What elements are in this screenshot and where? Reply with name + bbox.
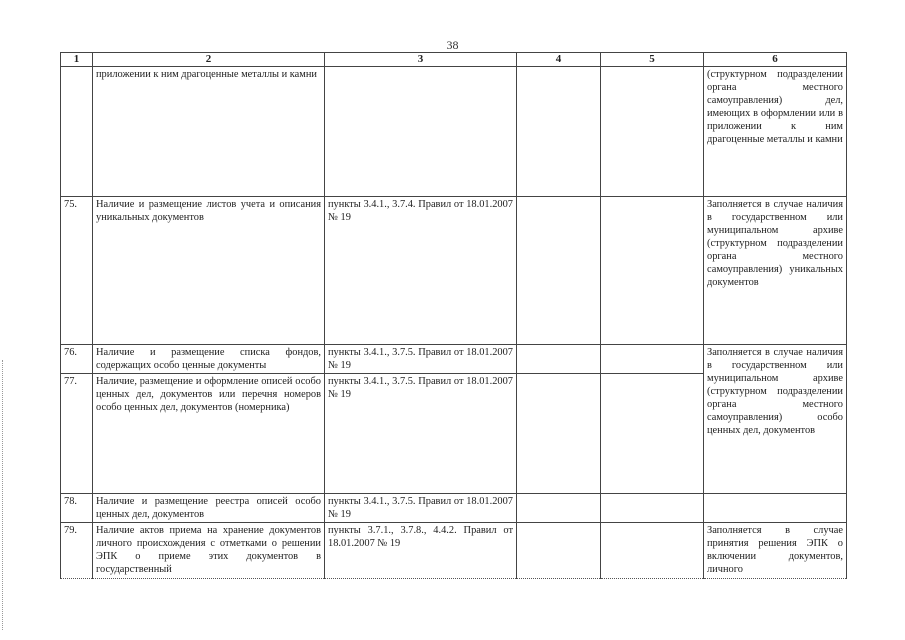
scan-edge-line xyxy=(2,360,4,630)
cell-col5 xyxy=(601,197,704,345)
inspection-table xyxy=(60,52,847,579)
page-number: 38 xyxy=(446,38,459,52)
header-col-5: 5 xyxy=(601,53,704,67)
table-row-78 xyxy=(61,494,847,523)
cell-num: 78. xyxy=(61,494,93,523)
cell-basis: пункты 3.7.1., 3.7.8., 4.4.2. Правил от 18.01.2007 № 19 xyxy=(325,523,517,579)
cell-basis: пункты 3.4.1., 3.7.5. Правил от 18.01.2007 № 19 xyxy=(325,345,517,374)
cell-note: (структурном подразделении органа местного самоуправления) дел, имеющих в оформлении или в приложении к ним драгоценные металлы и камни xyxy=(704,67,847,197)
cell-col4 xyxy=(517,345,601,374)
header-col-6: 6 xyxy=(704,53,847,67)
cell-num: 76. xyxy=(61,345,93,374)
header-col-4: 4 xyxy=(517,53,601,67)
cell-note-shared: Заполняется в случае наличия в государственном или муниципальном архиве (структурном подразделении органа местного самоуправления) особо ценных дел, документов xyxy=(704,345,847,494)
header-col-3: 3 xyxy=(325,53,517,67)
cell-requirement: приложении к ним драгоценные металлы и камни xyxy=(93,67,325,197)
cell-col4 xyxy=(517,67,601,197)
cell-col5 xyxy=(601,494,704,523)
cell-col5 xyxy=(601,374,704,494)
cell-col5 xyxy=(601,345,704,374)
cell-col4 xyxy=(517,197,601,345)
cell-basis: пункты 3.4.1., 3.7.5. Правил от 18.01.2007 № 19 xyxy=(325,494,517,523)
cell-basis: пункты 3.4.1., 3.7.5. Правил от 18.01.2007 № 19 xyxy=(325,374,517,494)
table-row-continued xyxy=(61,67,847,197)
cell-requirement: Наличие актов приема на хранение документов личного происхождения с отметками о решении ЭПК о приеме этих документов в государственный xyxy=(93,523,325,579)
cell-basis xyxy=(325,67,517,197)
table-row-75 xyxy=(61,197,847,345)
cell-col4 xyxy=(517,494,601,523)
cell-requirement: Наличие, размещение и оформление описей особо ценных дел, документов или перечня номеров особо ценных дел, документов (номерника) xyxy=(93,374,325,494)
cell-num: 79. xyxy=(61,523,93,579)
cell-col4 xyxy=(517,374,601,494)
cell-num: 77. xyxy=(61,374,93,494)
cell-requirement: Наличие и размещение списка фондов, содержащих особо ценные документы xyxy=(93,345,325,374)
cell-num xyxy=(61,67,93,197)
cell-requirement: Наличие и размещение листов учета и описания уникальных документов xyxy=(93,197,325,345)
cell-requirement: Наличие и размещение реестра описей особо ценных дел, документов xyxy=(93,494,325,523)
cell-col5 xyxy=(601,523,704,579)
header-col-2: 2 xyxy=(93,53,325,67)
cell-note: Заполняется в случае наличия в государственном или муниципальном архиве (структурном подразделении органа местного самоуправления) уникальных документов xyxy=(704,197,847,345)
cell-col5 xyxy=(601,67,704,197)
header-row xyxy=(61,53,847,67)
cell-note: Заполняется в случае принятия решения ЭПК о включении документов, личного xyxy=(704,523,847,579)
table-row-76 xyxy=(61,345,847,374)
table-row-79 xyxy=(61,523,847,579)
cell-basis: пункты 3.4.1., 3.7.4. Правил от 18.01.2007 № 19 xyxy=(325,197,517,345)
cell-col4 xyxy=(517,523,601,579)
cell-note xyxy=(704,494,847,523)
cell-num: 75. xyxy=(61,197,93,345)
header-col-1: 1 xyxy=(61,53,93,67)
